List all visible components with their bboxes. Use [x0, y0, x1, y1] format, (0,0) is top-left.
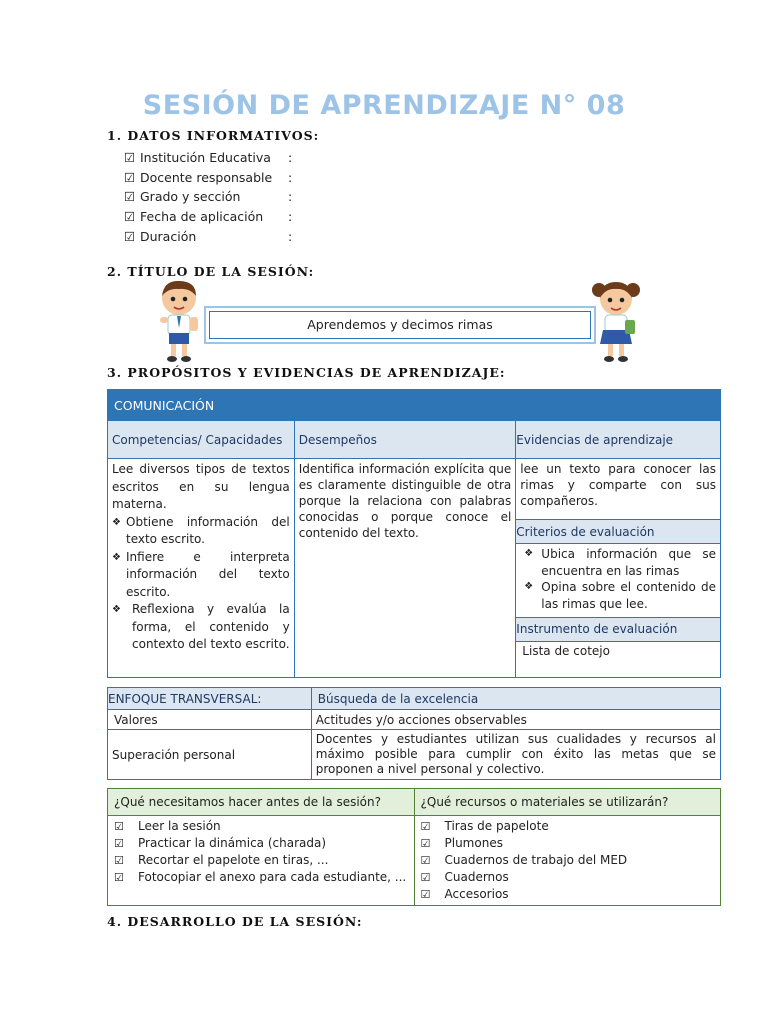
desempeno-cell [294, 459, 516, 678]
list-item: ☑ Fotocopiar el anexo para cada estudiante, ... [112, 869, 410, 886]
boy-illustration [156, 278, 202, 366]
list-item: ☑ Recortar el papelote en tiras, ... [112, 852, 410, 869]
info-separator: : [288, 189, 293, 204]
actitud-value: Docentes y estudiantes utilizan sus cualidades y recursos al máximo posible para cumplir con éxito las metas que se proponen a nivel personal y colectivo. [311, 730, 720, 780]
preparacion-table [107, 788, 721, 906]
info-row [124, 207, 292, 227]
checkbox-icon: ☑ [124, 209, 136, 224]
list-item: ❖ Reflexiona y evalúa la forma, el contenido y contexto del texto escrito. [112, 601, 290, 654]
checkbox-icon: ☑ [124, 189, 136, 204]
list-item: ☑ Tiras de papelote [419, 818, 717, 835]
col-competencias: Competencias/ Capacidades [108, 421, 295, 459]
list-item: ☑ Cuadernos [419, 869, 717, 886]
criterios-list [524, 546, 716, 612]
session-title: Aprendemos y decimos rimas [307, 317, 493, 332]
instrumento-value: Lista de cotejo [516, 641, 721, 677]
evidencia-text: lee un texto para conocer las rimas y comparte con sus compañeros. [520, 462, 716, 508]
info-separator: : [288, 209, 293, 224]
list-item: ❖ Infiere e interpreta información del texto escrito. [112, 549, 290, 602]
col-recursos: ¿Qué recursos o materiales se utilizarán? [414, 789, 721, 816]
info-row [124, 227, 292, 247]
page-title: SESIÓN DE APRENDIZAJE N° 08 [142, 90, 626, 121]
enfoque-table [107, 687, 721, 780]
info-row [124, 148, 292, 168]
criterios-cell [516, 544, 721, 618]
antes-cell [108, 816, 415, 906]
info-label: Docente responsable [140, 170, 273, 185]
area-header: COMUNICACIÓN [108, 390, 721, 421]
checkbox-icon: ☑ [124, 229, 136, 244]
list-item: ❖ Ubica información que se encuentra en las rimas [524, 546, 716, 579]
info-label: Grado y sección [140, 189, 241, 204]
info-row [124, 187, 292, 207]
list-item: ☑ Accesorios [419, 886, 717, 903]
checkbox-icon: ☑ [124, 170, 136, 185]
instrumento-label: Instrumento de evaluación [516, 617, 721, 641]
section-heading-datos: 1. DATOS INFORMATIVOS: [107, 128, 320, 143]
enfoque-label: ENFOQUE TRANSVERSAL: [108, 688, 312, 710]
antes-list [112, 818, 410, 886]
checkbox-icon: ☑ [124, 150, 136, 165]
competencia-text: Lee diversos tipos de textos escritos en su lengua materna. [112, 462, 290, 511]
col-desempenos: Desempeños [294, 421, 516, 459]
list-item: ☑ Leer la sesión [112, 818, 410, 835]
info-label: Institución Educativa [140, 150, 271, 165]
evidencia-cell [516, 459, 721, 520]
list-item: ❖ Obtiene información del texto escrito. [112, 514, 290, 549]
propositos-table [107, 389, 721, 678]
col-evidencias: Evidencias de aprendizaje [516, 421, 721, 459]
desempeno-text: Identifica información explícita que es claramente distinguible de otra porque la relaciona con palabras conocidas o porque conoce el contenido del texto. [298, 462, 512, 540]
list-item: ☑ Practicar la dinámica (charada) [112, 835, 410, 852]
list-item: ☑ Cuadernos de trabajo del MED [419, 852, 717, 869]
info-separator: : [288, 170, 293, 185]
criterios-label: Criterios de evaluación [516, 520, 721, 544]
session-title-box [204, 306, 596, 344]
info-label: Fecha de aplicación [140, 209, 264, 224]
info-separator: : [288, 229, 293, 244]
recursos-list [419, 818, 717, 903]
enfoque-value: Búsqueda de la excelencia [311, 688, 720, 710]
girl-illustration [592, 278, 640, 366]
col-antes: ¿Qué necesitamos hacer antes de la sesión? [108, 789, 415, 816]
valor-value: Superación personal [108, 730, 312, 780]
section-heading-desarrollo: 4. DESARROLLO DE LA SESIÓN: [107, 914, 363, 929]
list-item: ❖ Opina sobre el contenido de las rimas que lee. [524, 579, 716, 612]
recursos-cell [414, 816, 721, 906]
info-separator: : [288, 150, 293, 165]
info-label: Duración [140, 229, 197, 244]
info-row [124, 168, 292, 188]
actitudes-label: Actitudes y/o acciones observables [311, 710, 720, 730]
competencia-cell [108, 459, 295, 678]
capacidades-list [112, 514, 290, 654]
section-heading-titulo: 2. TÍTULO DE LA SESIÓN: [107, 264, 315, 279]
list-item: ☑ Plumones [419, 835, 717, 852]
section-heading-propositos: 3. PROPÓSITOS Y EVIDENCIAS DE APRENDIZAJE: [107, 365, 506, 380]
valores-label: Valores [108, 710, 312, 730]
